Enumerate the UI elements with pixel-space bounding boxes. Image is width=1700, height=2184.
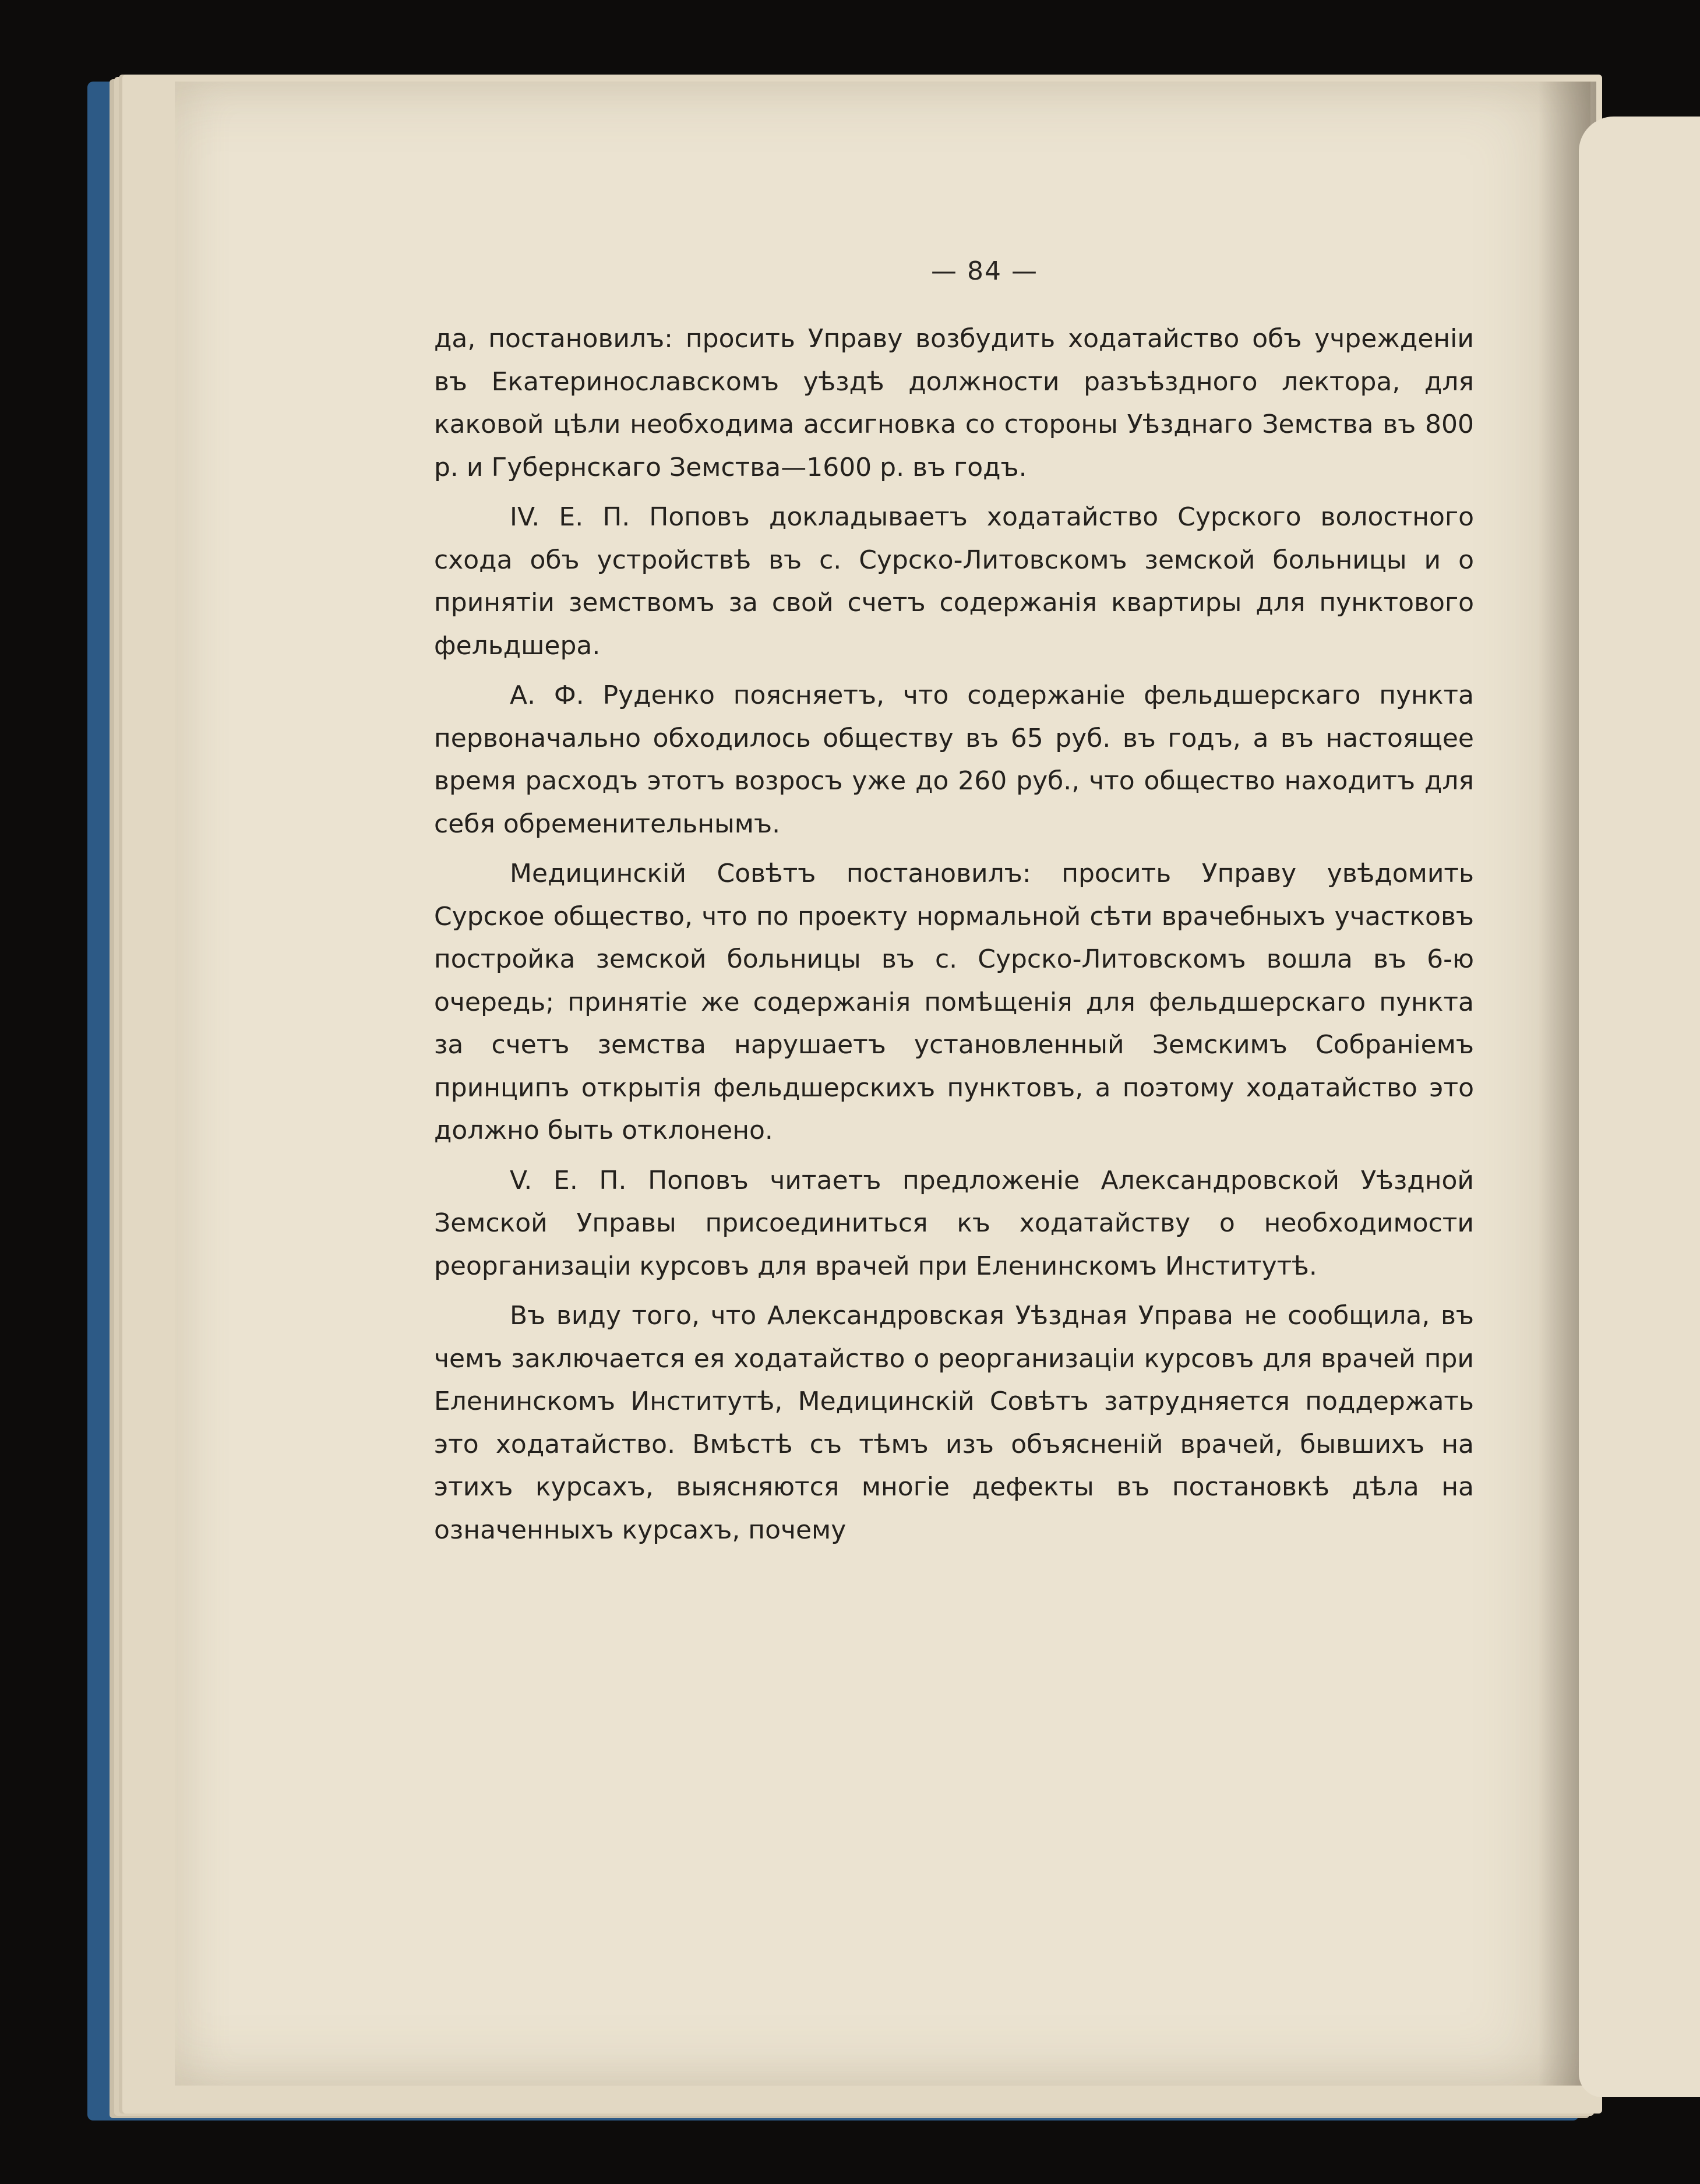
paragraph: Въ виду того, что Александровская Уѣздная Управа не сообщила, въ чемъ заключается ея ходатайство о реорганизаціи курсовъ для врачей при Еленинскомъ Институтѣ, Медицинскій Совѣтъ затрудняется поддержать это ходатайство. Вмѣстѣ съ тѣмъ изъ объясненій врачей, бывшихъ на этихъ курсахъ, выясняются многіе дефекты въ постановкѣ дѣла на означенныхъ курсахъ, почему (434, 1301, 1474, 1545)
paragraph: Медицинскій Совѣтъ постановилъ: просить Управу увѣдомить Сурское общество, что по проекту нормальной сѣти врачебныхъ участковъ постройка земской больницы въ с. Сурско-Литовскомъ вошла въ 6-ю очередь; принятіе же содержанія помѣщенія для фельдшерскаго пункта за счетъ земства нарушаетъ установленный Земскимъ Собраніемъ принципъ открытія фельдшерскихъ пунктовъ, а поэтому ходатайство это должно быть отклонено. (434, 859, 1474, 1145)
page-number: — 84 — (931, 256, 1038, 286)
paragraph: А. Ф. Руденко поясняетъ, что содержаніе фельдшерскаго пункта первоначально обходилось обществу въ 65 руб. въ годъ, а въ настоящее время расходъ этотъ возросъ уже до 260 руб., что общество находитъ для себя обременительнымъ. (434, 680, 1474, 839)
paragraph: да, постановилъ: просить Управу возбудить ходатайство объ учрежденіи въ Екатеринославскомъ уѣздѣ должности разъѣздного лектора, для каковой цѣли необходима ассигновка со стороны Уѣзднаго Земства въ 800 р. и Губернскаго Земства—1600 р. въ годъ. (434, 324, 1474, 482)
paragraph: IV. Е. П. Поповъ докладываетъ ходатайство Сурского волостного схода объ устройствѣ въ с. Сурско-Литовскомъ земской больницы и о принятіи земствомъ за свой счетъ содержанія квартиры для пунктового фельдшера. (434, 502, 1474, 661)
paragraph: V. Е. П. Поповъ читаетъ предложеніе Александровской Уѣздной Земской Управы присоединиться къ ходатайству о необходимости реорганизаціи курсовъ для врачей при Еленинскомъ Институтѣ. (434, 1165, 1474, 1281)
facing-page (1579, 117, 1700, 2097)
body-text (434, 317, 1474, 1558)
